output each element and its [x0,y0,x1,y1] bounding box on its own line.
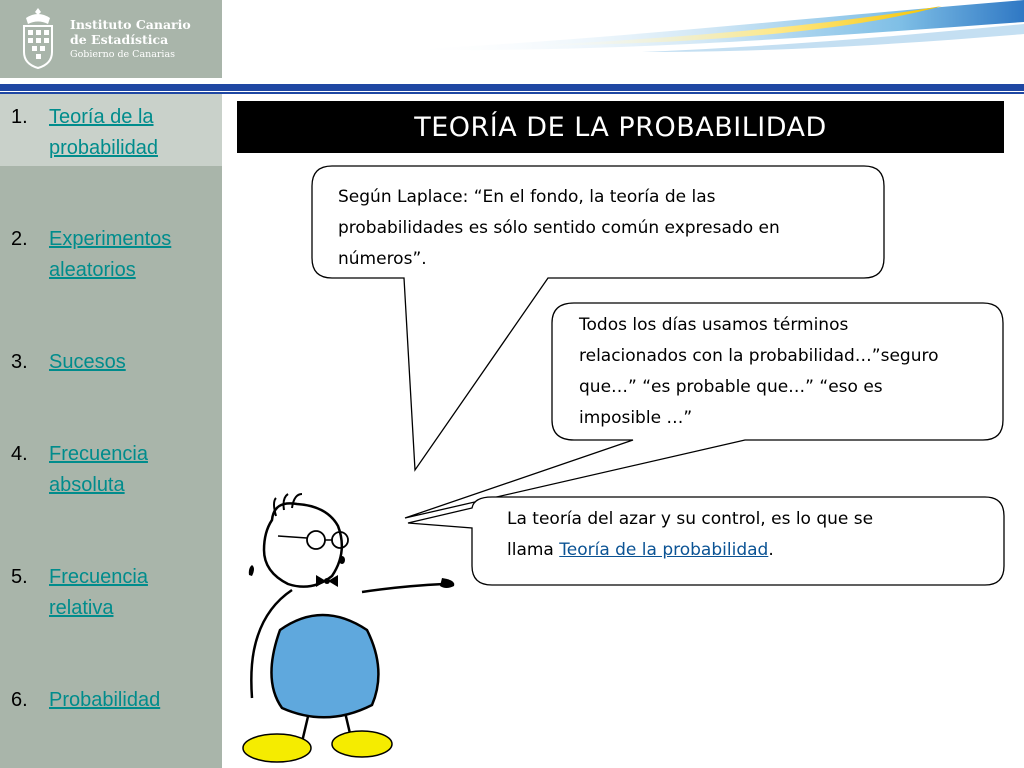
item-number: 4. [11,443,28,465]
sidebar-link-sucesos[interactable]: Sucesos [49,351,126,373]
bubble-line: Según Laplace: “En el fondo, la teoría de las [338,187,716,207]
item-number: 6. [11,689,28,711]
link-line: aleatorios [49,259,136,281]
link-line: Experimentos [49,228,172,250]
link-line: Frecuencia [49,566,148,588]
page-title: TEORÍA DE LA PROBABILIDAD [237,101,1004,153]
item-number: 2. [11,228,28,250]
link-line: probabilidad [49,137,158,159]
org-name-line2: de Estadística [70,31,169,47]
item-number: 3. [11,351,28,373]
link-line: Teoría de la [49,106,154,128]
org-subtitle: Gobierno de Canarias [70,48,176,60]
teoria-probabilidad-link[interactable]: Teoría de la probabilidad [559,540,769,560]
item-number: 5. [11,566,28,588]
speech-bubble-everyday-terms [579,310,1019,434]
speech-bubble-definition [507,504,987,566]
cartoon-character-illustration [222,480,467,768]
link-line: relativa [49,597,114,619]
link-line: absoluta [49,474,125,496]
link-line: Frecuencia [49,443,148,465]
bubble-line: La teoría del azar y su control, es lo que se [507,509,874,529]
bubble-line-prefix: llama [507,540,560,560]
bubble-line: que…” “es probable que…” “eso es [579,377,883,397]
bubble-line [507,535,987,566]
bubble-line: imposible …” [579,408,693,428]
sidebar-link-probabilidad[interactable]: Probabilidad [49,689,161,711]
bubble-line: probabilidades es sólo sentido común expresado en [338,218,780,238]
org-name-line1: Instituto Canario [70,16,191,32]
item-number: 1. [11,106,28,128]
bubble-line: números”. [338,249,427,269]
bubble-line: relacionados con la probabilidad…”seguro [579,346,939,366]
bubble-line: Todos los días usamos términos [579,315,849,335]
speech-bubble-laplace [338,182,883,275]
bubble-line-suffix: . [768,540,774,560]
